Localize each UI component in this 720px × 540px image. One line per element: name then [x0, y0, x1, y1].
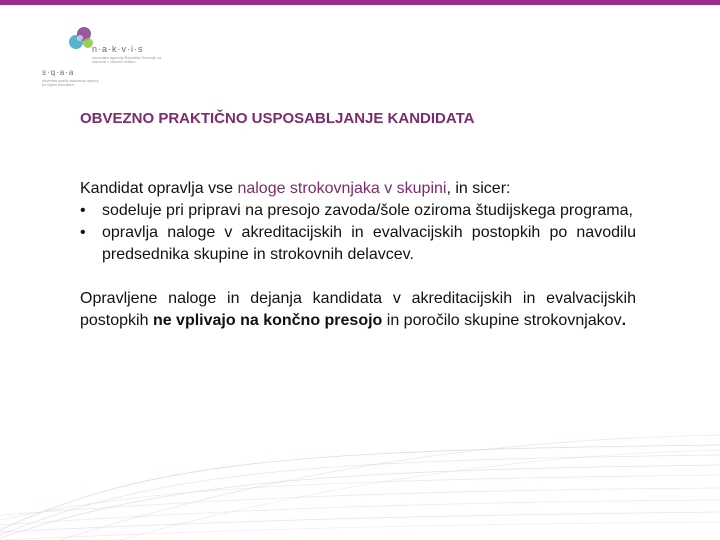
logo-name-english: s·q·a·a: [42, 68, 75, 77]
bullet-list: [80, 200, 636, 266]
decorative-lines: [0, 420, 720, 540]
closing-tail: in poročilo skupine strokovnjakov: [382, 312, 622, 329]
nakvis-logo: [42, 24, 182, 94]
closing-paragraph: [80, 288, 636, 332]
intro-text: Kandidat opravlja vse: [80, 180, 238, 197]
intro-tail: , in sicer:: [446, 180, 511, 197]
intro-paragraph: [80, 178, 636, 200]
logo-subtitle-english: slovenian quality assurance agency for higher education: [42, 79, 99, 88]
bullet-marker: •: [80, 202, 86, 219]
closing-period: .: [621, 312, 627, 329]
closing-text: Opravljene naloge in dejanja kandidata v akreditacijskih in evalvacijskih postopkih: [80, 290, 636, 329]
slide-body: [80, 178, 636, 332]
list-item-text: opravlja naloge v akreditacijskih in evalvacijskih postopkih po navodilu predsednika skupine in strokovnih delavcev.: [102, 224, 636, 263]
logo-subtitle: nacionalna agencija Republike Slovenije za kakovost v visokem šolstvu: [92, 56, 162, 65]
list-item-text: sodeluje pri pripravi na presojo zavoda/šole oziroma študijskega programa,: [102, 202, 633, 219]
slide-title: OBVEZNO PRAKTIČNO USPOSABLJANJE KANDIDATA: [80, 110, 475, 127]
list-item: [80, 200, 636, 222]
bullet-marker: •: [80, 224, 86, 241]
closing-bold: ne vplivajo na končno presojo: [152, 312, 383, 329]
top-accent-bar: [0, 0, 720, 5]
logo-name: n·a·k·v·i·s: [92, 44, 144, 54]
list-item: [80, 222, 636, 266]
intro-highlight: naloge strokovnjaka v skupini: [237, 180, 447, 197]
